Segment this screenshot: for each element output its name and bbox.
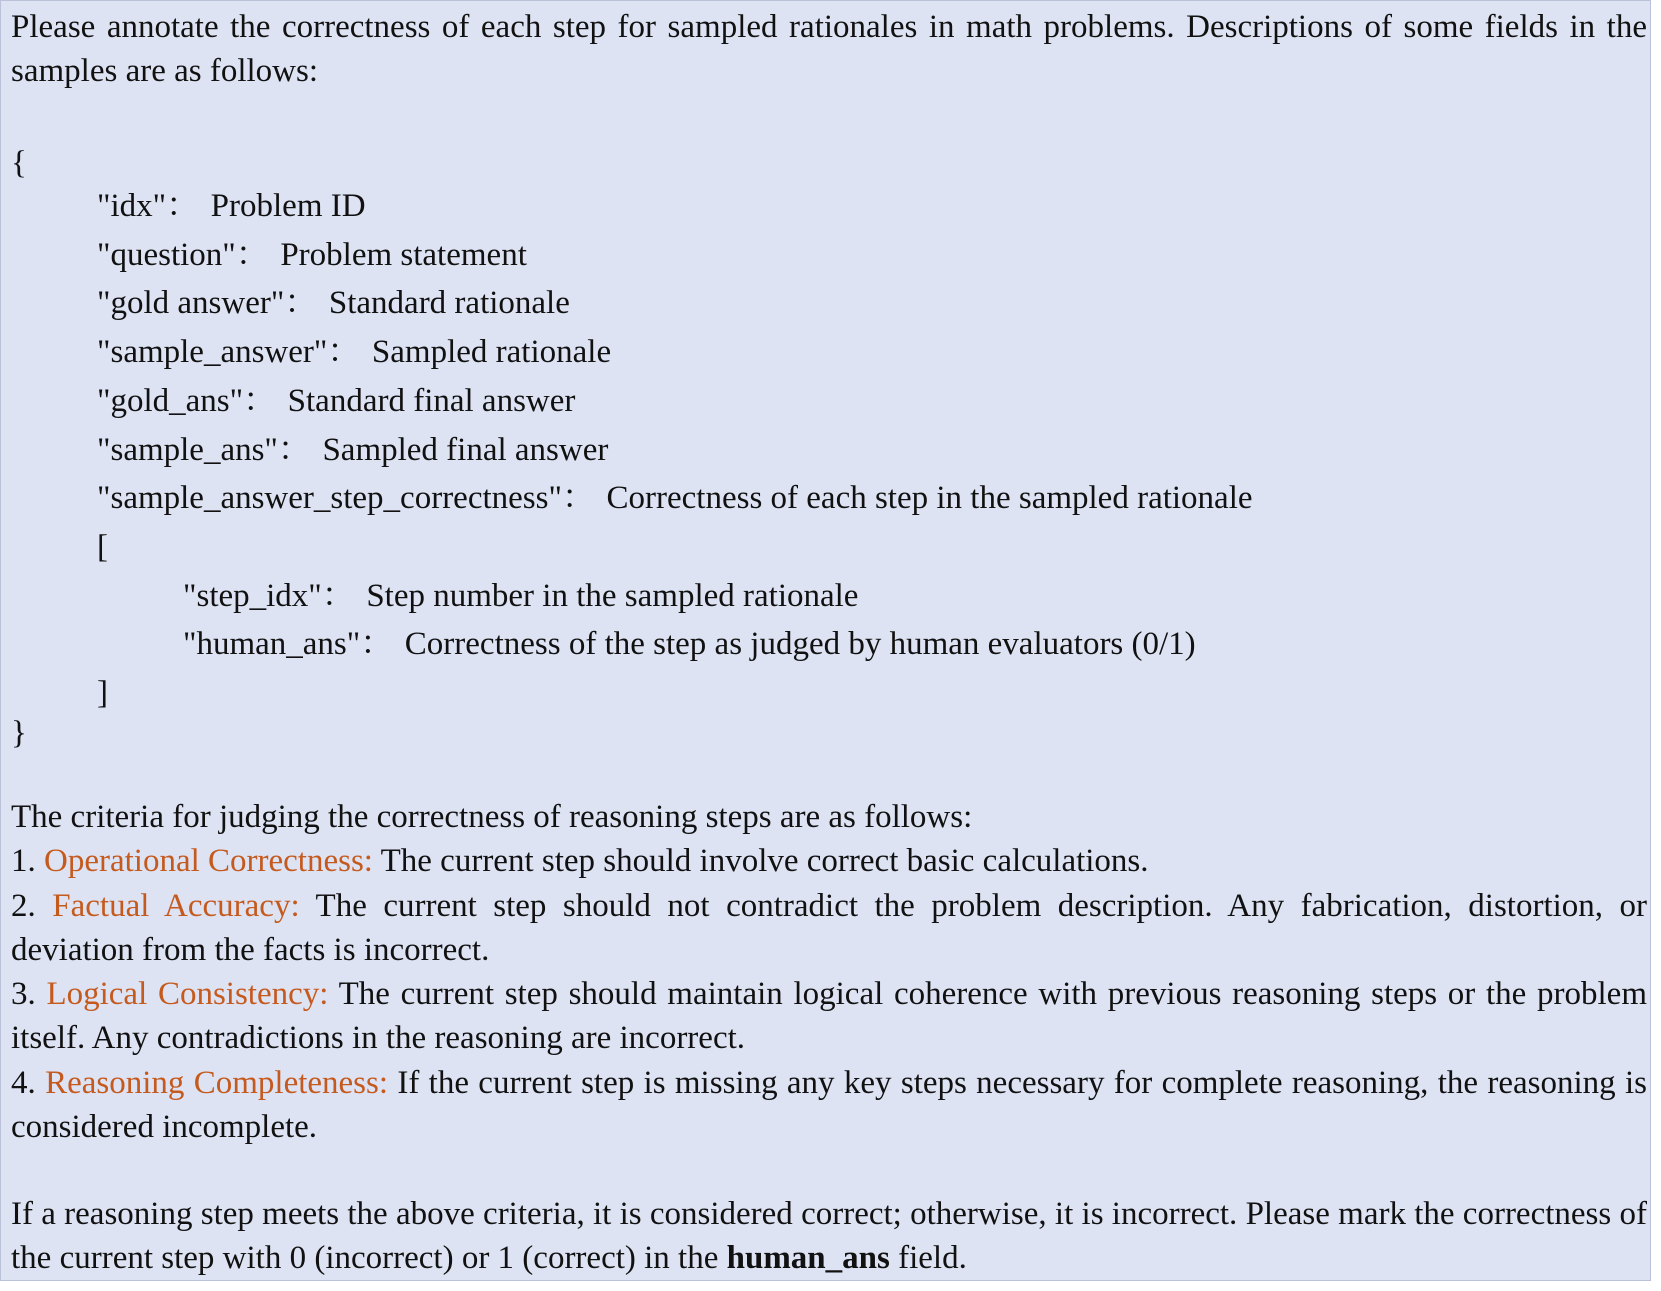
field-step-idx <box>97 572 1253 621</box>
closing-paragraph <box>11 1192 1647 1281</box>
field-gold-ans <box>97 377 1253 426</box>
intro-paragraph: Please annotate the correctness of each step for sampled rationales in math problems. Descriptions of some fields in the samples are as follows: <box>11 9 1647 89</box>
field-name-emphasis: human_ans <box>726 1240 890 1277</box>
field-description: Correctness of the step as judged by human evaluators (0/1) <box>404 626 1196 663</box>
criterion-name: Logical Consistency: <box>46 976 329 1013</box>
field-description: Sampled final answer <box>322 431 609 468</box>
field-description: Problem ID <box>210 188 366 224</box>
field-key: "gold_ans"： <box>97 382 277 419</box>
field-key: "gold answer"： <box>97 285 318 322</box>
criteria-heading: The criteria for judging the correctness of reasoning steps are as follows: <box>11 799 973 835</box>
field-sample-answer <box>97 328 1253 377</box>
field-gold-answer <box>97 279 1253 328</box>
criterion-text: The current step should involve correct basic calculations. <box>380 843 1149 880</box>
field-key: "step_idx"： <box>183 577 355 614</box>
field-description: Step number in the sampled rationale <box>366 577 859 614</box>
field-description: Correctness of each step in the sampled rationale <box>606 480 1253 517</box>
criterion-number: 4. <box>11 1064 36 1101</box>
criterion-text: The current step should not contradict the problem description. Any fabrication, distortion, or deviation from the facts is incorrect. <box>11 887 1648 968</box>
criterion-item <box>11 839 1647 883</box>
criteria-section <box>11 795 1647 1149</box>
field-key: "idx"： <box>97 188 200 224</box>
field-key: "human_ans"： <box>183 626 394 663</box>
criterion-name: Reasoning Completeness: <box>45 1064 389 1101</box>
step-list-open-bracket: [ <box>97 528 108 565</box>
field-key: "sample_answer"： <box>97 334 361 371</box>
field-question <box>97 231 1253 280</box>
schema-close-brace: } <box>11 715 27 751</box>
closing-text-end: field. <box>898 1240 967 1277</box>
field-key: "question"： <box>97 236 269 273</box>
field-description: Sampled rationale <box>371 334 612 371</box>
field-description: Standard rationale <box>328 285 570 322</box>
field-sample-ans <box>97 426 1253 475</box>
field-human-ans <box>97 620 1253 669</box>
schema-field-list <box>97 182 1253 718</box>
criterion-number: 3. <box>11 976 36 1013</box>
criterion-item <box>11 884 1647 973</box>
criterion-text: The current step should maintain logical coherence with previous reasoning steps or the problem itself. Any contradictions in the reasoning are incorrect. <box>11 976 1647 1057</box>
field-description: Standard final answer <box>287 382 576 419</box>
field-step-correctness <box>97 474 1253 523</box>
field-description: Problem statement <box>280 236 527 273</box>
field-key: "sample_ans"： <box>97 431 311 468</box>
closing-text: If a reasoning step meets the above criteria, it is considered correct; otherwise, it is incorrect. Please mark the correctness of the current step with 0 (incorrect) or 1 (correct) in the <box>11 1196 1647 1277</box>
schema-open-brace: { <box>11 145 27 181</box>
criterion-name: Operational Correctness: <box>44 843 373 880</box>
field-key: "sample_answer_step_correctness"： <box>97 480 595 517</box>
step-list-close-bracket: ] <box>97 675 108 712</box>
criterion-text: If the current step is missing any key steps necessary for complete reasoning, the reasoning is considered incomplete. <box>11 1064 1647 1146</box>
criterion-number: 2. <box>11 887 36 924</box>
criterion-number: 1. <box>11 843 36 880</box>
criterion-name: Factual Accuracy: <box>52 887 300 924</box>
criterion-item <box>11 1061 1647 1150</box>
criterion-item <box>11 972 1647 1061</box>
field-idx <box>97 182 1253 231</box>
